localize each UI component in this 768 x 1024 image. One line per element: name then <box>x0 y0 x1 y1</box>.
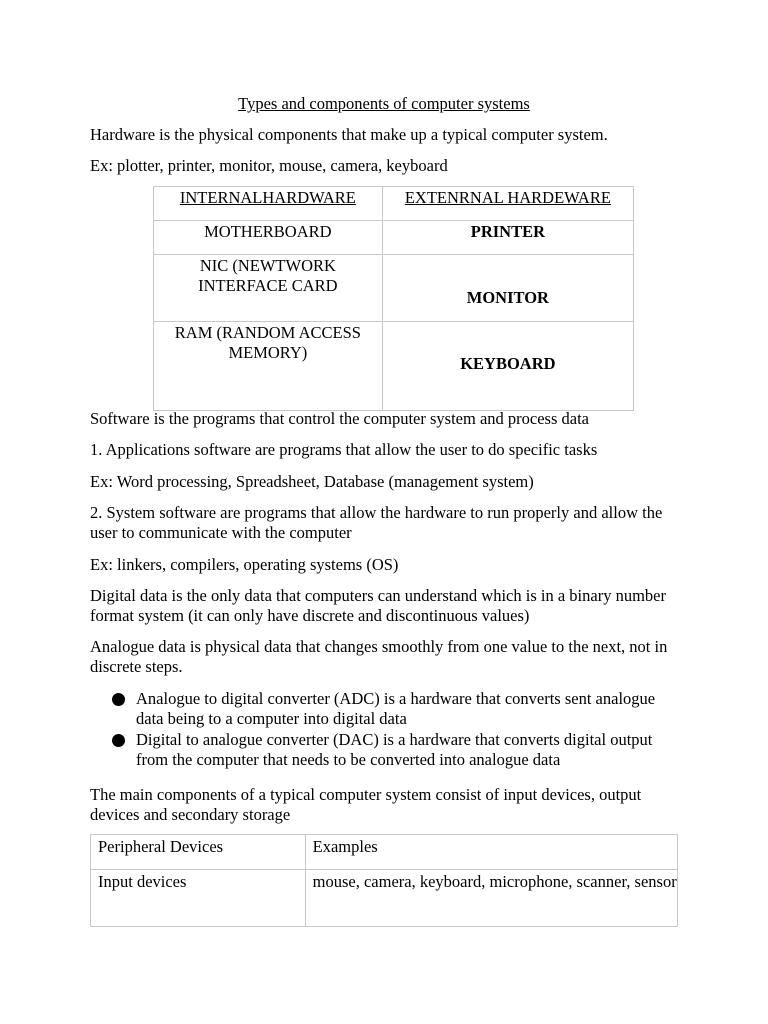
list-item: Analogue to digital converter (ADC) is a hardware that converts sent analogue data being to a computer into digital data <box>112 689 672 729</box>
table-cell: Input devices <box>91 870 306 927</box>
table-cell: MONITOR <box>382 255 633 322</box>
hardware-examples: Ex: plotter, printer, monitor, mouse, camera, keyboard <box>90 156 448 175</box>
table-header-cell: Examples <box>305 835 677 870</box>
software-definition: Software is the programs that control the computer system and process data <box>90 409 589 428</box>
table-header-row <box>154 187 634 221</box>
table-header-row <box>91 835 678 870</box>
page-title: Types and components of computer systems <box>238 94 530 113</box>
table-cell: mouse, camera, keyboard, microphone, scanner, sensor <box>305 870 677 927</box>
analogue-data-paragraph: Analogue data is physical data that changes smoothly from one value to the next, not in discrete steps. <box>90 637 668 676</box>
table-header-cell: Peripheral Devices <box>91 835 306 870</box>
peripheral-devices-table <box>90 834 678 927</box>
table-row <box>154 221 634 255</box>
table-cell: RAM (RANDOM ACCESS MEMORY) <box>154 322 383 411</box>
table-cell: NIC (NEWTWORK INTERFACE CARD <box>154 255 383 322</box>
table-row <box>154 255 634 322</box>
table-header-cell: INTERNALHARDWARE <box>154 187 383 221</box>
hardware-definition: Hardware is the physical components that make up a typical computer system. <box>90 125 608 144</box>
system-software: 2. System software are programs that allow the hardware to run properly and allow the user to communicate with the computer <box>90 503 663 542</box>
table-row <box>91 870 678 927</box>
converter-list <box>112 689 672 771</box>
bullet-icon <box>112 693 125 706</box>
table-cell: PRINTER <box>382 221 633 255</box>
table-row <box>154 322 634 411</box>
system-examples: Ex: linkers, compilers, operating systems (OS) <box>90 555 399 574</box>
table-cell: MOTHERBOARD <box>154 221 383 255</box>
list-item: Digital to analogue converter (DAC) is a hardware that converts digital output from the computer that needs to be converted into analogue data <box>112 730 672 770</box>
applications-examples: Ex: Word processing, Spreadsheet, Database (management system) <box>90 472 534 491</box>
bullet-icon <box>112 734 125 747</box>
digital-data-paragraph: Digital data is the only data that computers can understand which is in a binary number format system (it can only have discrete and discontinuous values) <box>90 586 666 625</box>
table-cell: KEYBOARD <box>382 322 633 411</box>
applications-software: 1. Applications software are programs that allow the user to do specific tasks <box>90 440 598 459</box>
main-components-paragraph: The main components of a typical computer system consist of input devices, output devices and secondary storage <box>90 785 642 824</box>
table-header-cell: EXTENRNAL HARDEWARE <box>382 187 633 221</box>
hardware-table <box>153 186 634 411</box>
